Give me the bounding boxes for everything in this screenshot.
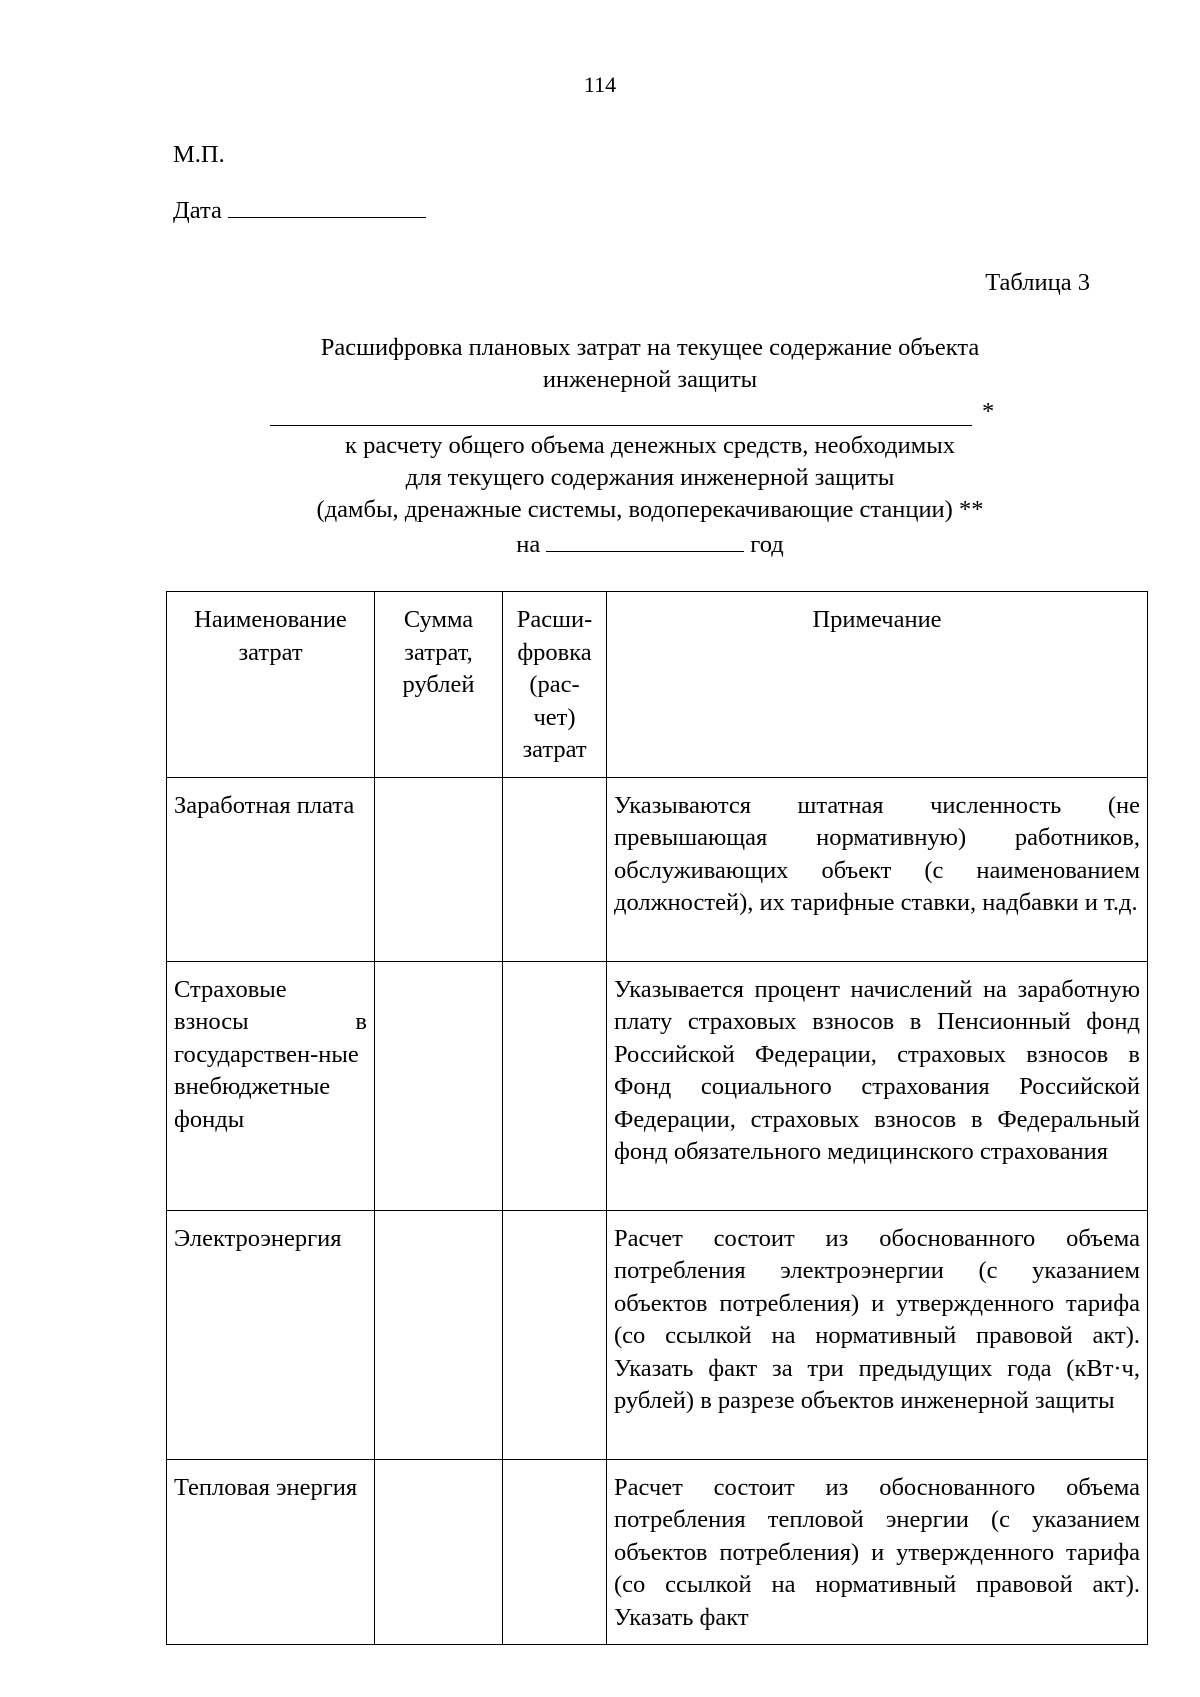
year-suffix: год — [750, 531, 784, 558]
cost-breakdown-cell[interactable] — [503, 1459, 607, 1645]
table-heading — [240, 333, 1060, 559]
table-row — [167, 1459, 1148, 1645]
object-name-row — [240, 397, 1060, 431]
header-sum: Сумма затрат, рублей — [375, 592, 503, 778]
cost-sum-cell[interactable] — [375, 1210, 503, 1459]
table-row — [167, 1210, 1148, 1459]
cost-name-cell: Заработная плата — [167, 777, 375, 961]
heading-line-2: инженерной защиты — [542, 366, 758, 393]
object-name-blank-field[interactable] — [270, 425, 972, 426]
cost-breakdown-cell[interactable] — [503, 961, 607, 1210]
date-label: Дата — [173, 197, 222, 224]
stamp-label: М.П. — [173, 141, 225, 168]
header-note: Примечание — [607, 592, 1148, 778]
cost-note-cell: Указываются штатная численность (не превышающая нормативную) работников, обслуживающих объект (с наименованием должностей), их тарифные ставки, надбавки и т.д. — [607, 777, 1148, 961]
heading-line-5: (дамбы, дренажные системы, водоперекачивающие станции) ** — [316, 496, 984, 523]
date-blank-field[interactable] — [228, 193, 426, 218]
table-header-row — [167, 592, 1148, 778]
cost-name-cell: Страховые взносы в государствен-ные внебюджетные фонды — [167, 961, 375, 1210]
cost-breakdown-cell[interactable] — [503, 1210, 607, 1459]
cost-sum-cell[interactable] — [375, 777, 503, 961]
cost-note-cell: Указывается процент начислений на заработную плату страховых взносов в Пенсионный фонд Российской Федерации, страховых взносов в Фонд социального страхования Российской Федерации, страховых взносов в Федеральный фонд обязательного медицинского страхования — [607, 961, 1148, 1210]
cost-sum-cell[interactable] — [375, 961, 503, 1210]
page-number: 114 — [583, 72, 617, 97]
footnote-asterisk: * — [982, 398, 995, 425]
heading-line-3: к расчету общего объема денежных средств, необходимых — [345, 432, 955, 459]
date-line — [173, 193, 426, 226]
header-name: Наименование затрат — [167, 592, 375, 778]
cost-note-cell: Расчет состоит из обоснованного объема потребления тепловой энергии (с указанием объектов потребления) и утвержденного тарифа (со ссылкой на нормативный правовой акт). Указать факт — [607, 1459, 1148, 1645]
cost-name-cell: Электроэнергия — [167, 1210, 375, 1459]
year-blank-field[interactable] — [546, 527, 744, 552]
cost-breakdown-cell[interactable] — [503, 777, 607, 961]
cost-name-cell: Тепловая энергия — [167, 1459, 375, 1645]
costs-table — [166, 591, 1148, 1645]
year-prefix: на — [516, 531, 541, 558]
heading-line-4: для текущего содержания инженерной защиты — [405, 464, 895, 491]
table-row — [167, 961, 1148, 1210]
cost-note-cell: Расчет состоит из обоснованного объема потребления электроэнергии (с указанием объектов потребления) и утвержденного тарифа (со ссылкой на нормативный правовой акт). Указать факт за три предыдущих года (кВт·ч, рублей) в разрезе объектов инженерной защиты — [607, 1210, 1148, 1459]
year-line — [240, 527, 1060, 559]
heading-line-1: Расшифровка плановых затрат на текущее содержание объекта — [320, 334, 980, 361]
table-row — [167, 777, 1148, 961]
cost-sum-cell[interactable] — [375, 1459, 503, 1645]
header-breakdown: Расши-фровка (рас-чет) затрат — [503, 592, 607, 778]
table-label: Таблица 3 — [985, 269, 1090, 296]
